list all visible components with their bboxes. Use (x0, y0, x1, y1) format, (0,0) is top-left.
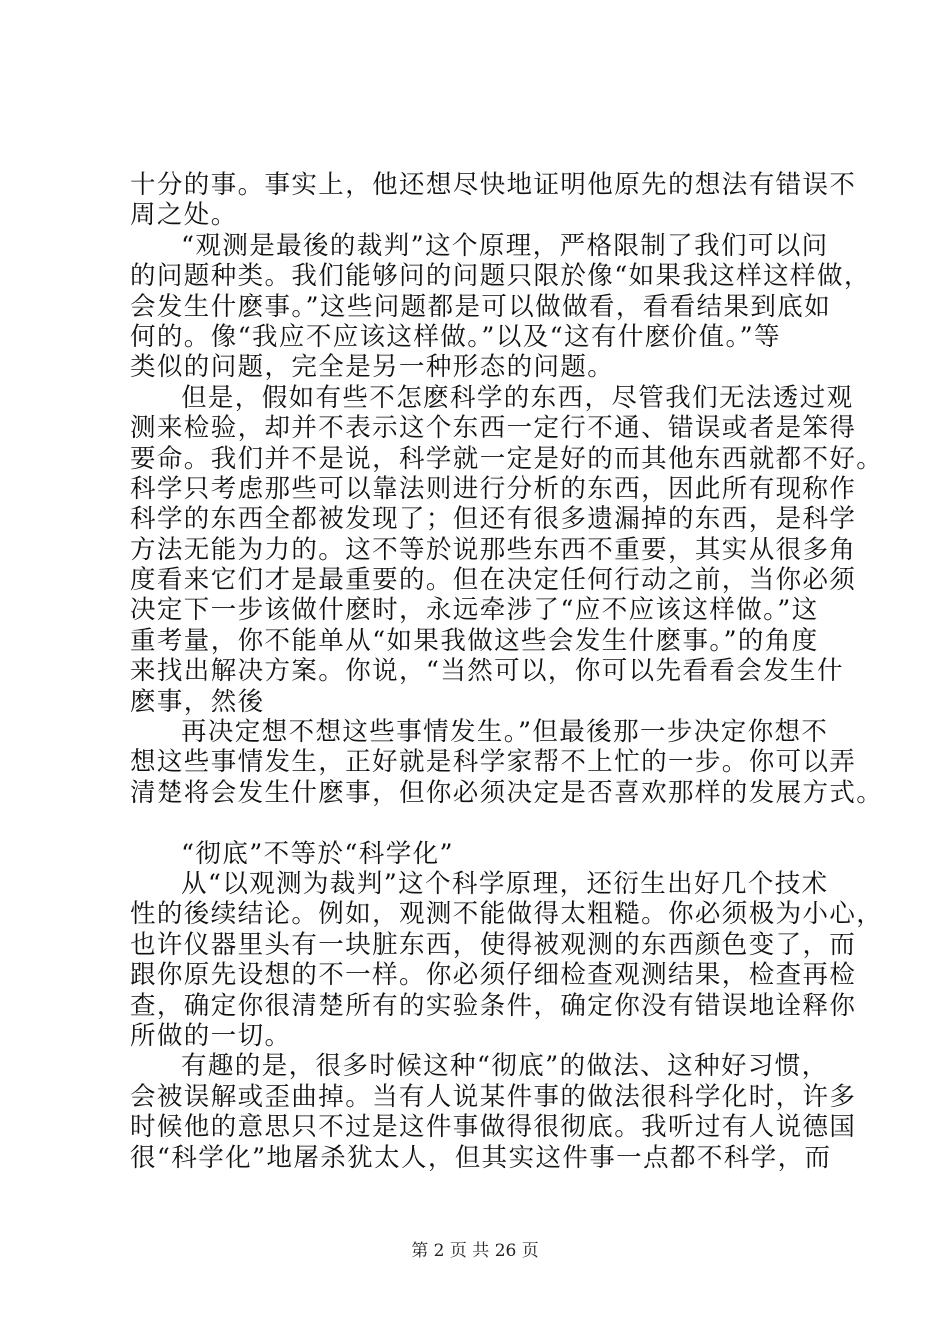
text-line: 很“科学化”地屠杀犹太人，但其实这件事一点都不科学，而 (130, 1142, 832, 1173)
text-line: 测来检验，却并不表示这个东西一定行不通、错误或者是笨得 (130, 413, 857, 444)
text-line: “观测是最後的裁判”这个原理，严格限制了我们可以问 (181, 230, 829, 261)
text-line: 决定下一步该做什麽时，永远牵涉了“应不应该这样做。”这 (130, 595, 819, 626)
text-line: 但是，假如有些不怎麽科学的东西，尽管我们无法透过观 (181, 382, 854, 413)
text-line: 所做的一切。 (130, 1020, 292, 1051)
text-line: 科学的东西全都被发现了；但还有很多遗漏掉的东西，是科学 (130, 504, 857, 535)
text-line: 跟你原先设想的不一样。你必须仔细检查观测结果，检查再检 (130, 960, 857, 991)
text-line: 方法无能为力的。这不等於说那些东西不重要，其实从很多角 (130, 534, 857, 565)
text-line: 十分的事。事实上，他还想尽快地证明他原先的想法有错误不 (130, 170, 857, 200)
text-line: 的问题种类。我们能够问的问题只限於像“如果我这样这样做， (130, 261, 871, 292)
body-text (130, 170, 884, 1173)
page-footer: 第 2 页 共 26 页 (411, 1241, 539, 1261)
text-line: 度看来它们才是最重要的。但在决定任何行动之前，当你必须 (130, 565, 857, 596)
text-line: 清楚将会发生什麽事，但你必须决定是否喜欢那样的发展方式。 (130, 777, 884, 808)
text-line: 麽事，然後 (130, 686, 265, 717)
text-line: 有趣的是，很多时候这种“彻底”的做法、这种好习惯， (181, 1051, 829, 1082)
text-line: 再决定想不想这些事情发生。”但最後那一步决定你想不 (181, 717, 829, 748)
text-line: 查，确定你很清楚所有的实验条件，确定你没有错误地诠释你 (130, 990, 857, 1021)
text-line: 想这些事情发生，正好就是科学家帮不上忙的一步。你可以弄 (130, 747, 857, 778)
text-line: 周之处。 (130, 200, 238, 231)
text-line: 会发生什麽事。”这些问题都是可以做做看，看看结果到底如 (130, 291, 832, 322)
section-heading: “彻底”不等於“科学化” (181, 838, 454, 869)
text-line: 会被误解或歪曲掉。当有人说某件事的做法很科学化时，许多 (130, 1081, 857, 1112)
text-line: 来找出解决方案。你说，“当然可以，你可以先看看会发生什 (130, 656, 844, 687)
text-line: 时候他的意思只不过是这件事做得很彻底。我听过有人说德国 (130, 1112, 857, 1143)
text-line: 也许仪器里头有一块脏东西，使得被观测的东西颜色变了，而 (130, 929, 857, 960)
text-line: 类似的问题，完全是另一种形态的问题。 (130, 352, 615, 383)
text-line: 何的。像“我应不应该这样做。”以及“这有什麽价值。”等 (130, 321, 781, 352)
blank-line (130, 808, 838, 838)
text-line: 重考量，你不能单从“如果我做这些会发生什麽事。”的角度 (130, 625, 819, 656)
text-line: 性的後续结论。例如，观测不能做得太粗糙。你必须极为小心， (130, 899, 884, 930)
text-line: 从“以观测为裁判”这个科学原理，还衍生出好几个技术 (181, 868, 829, 899)
text-line: 要命。我们并不是说，科学就一定是好的而其他东西就都不好。 (130, 443, 884, 474)
text-line: 科学只考虑那些可以靠法则进行分析的东西，因此所有现称作 (130, 473, 857, 504)
